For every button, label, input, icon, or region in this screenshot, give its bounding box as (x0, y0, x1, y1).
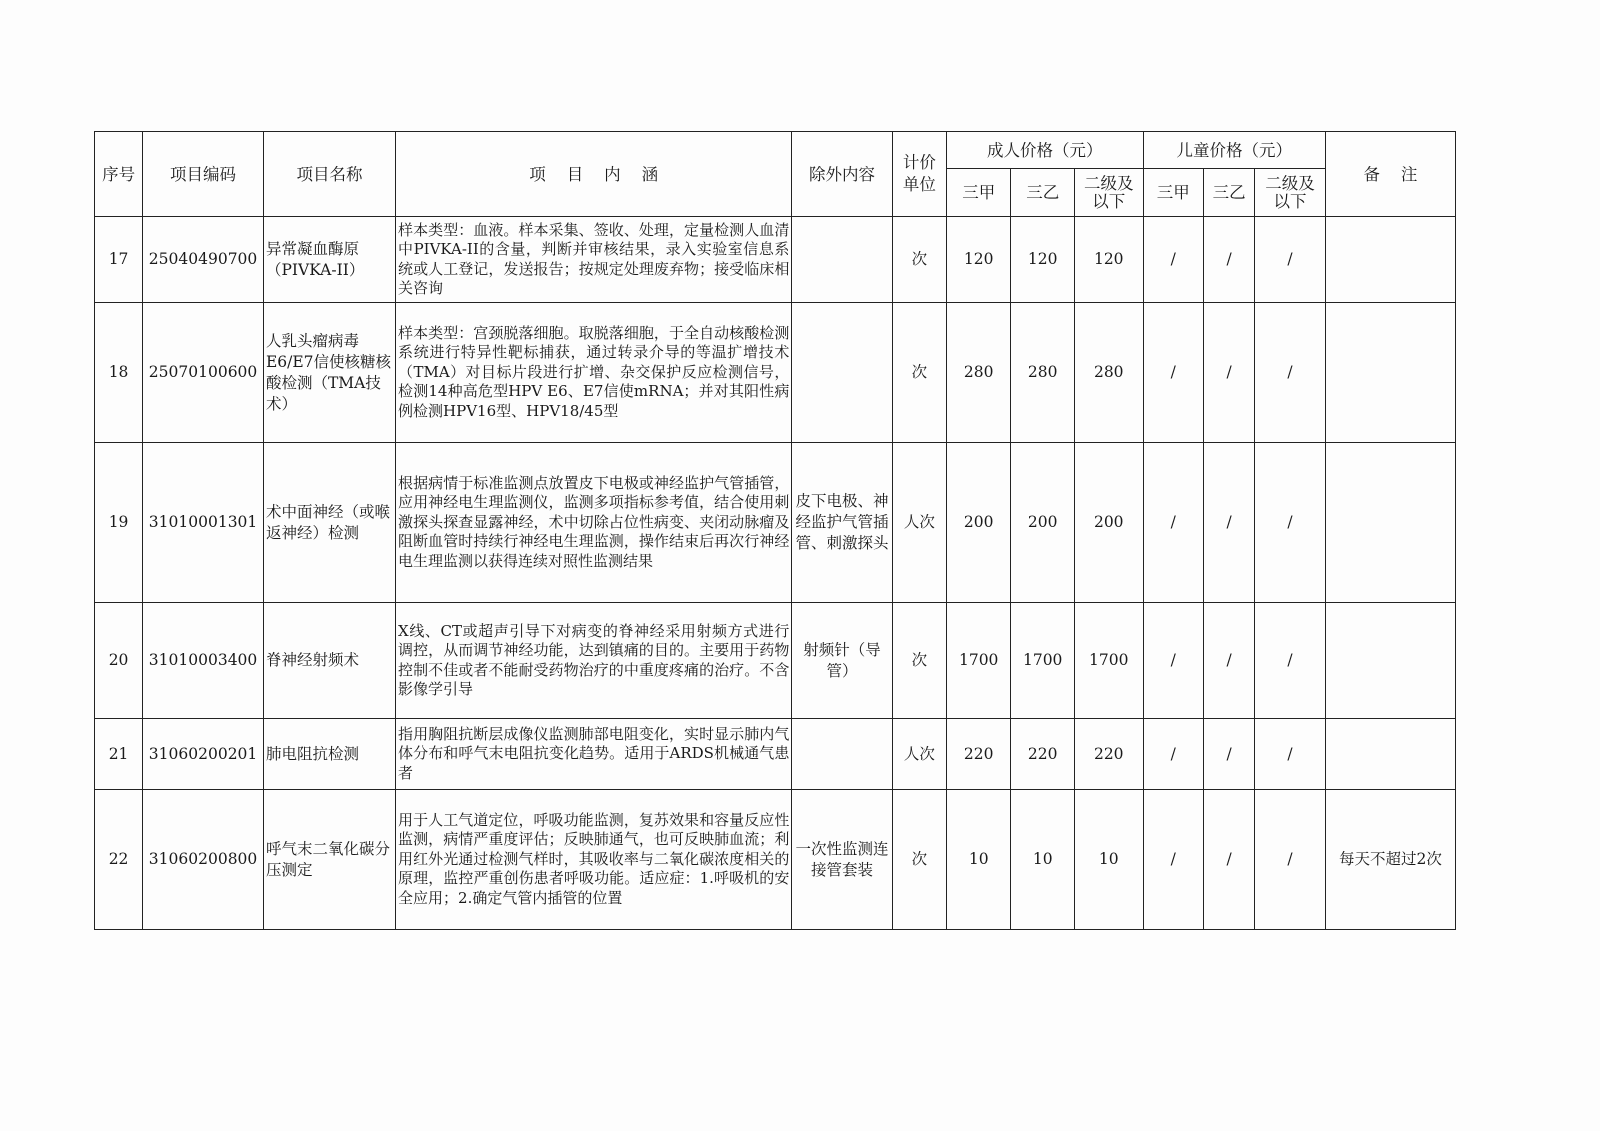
row-adult-tier2: 220 (1011, 719, 1074, 790)
row-child-tier3: / (1255, 443, 1326, 603)
row-content: 指用胸阻抗断层成像仪监测肺部电阻变化，实时显示肺内气体分布和呼气末电阻抗变化趋势。适用于ARDS机械通气患者 (396, 719, 792, 790)
row-seq: 20 (95, 603, 143, 719)
row-adult-tier3: 1700 (1074, 603, 1143, 719)
row-adult-tier3: 120 (1074, 217, 1143, 303)
row-seq: 19 (95, 443, 143, 603)
row-exclusion: 皮下电极、神经监护气管插管、刺激探头 (792, 443, 892, 603)
row-remark (1325, 303, 1455, 443)
row-unit: 人次 (892, 443, 946, 603)
row-name: 术中面神经（或喉返神经）检测 (263, 443, 395, 603)
header-seq: 序号 (95, 132, 143, 217)
row-unit: 次 (892, 303, 946, 443)
header-child-tier1: 三甲 (1143, 169, 1203, 217)
row-remark (1325, 603, 1455, 719)
row-name: 脊神经射频术 (263, 603, 395, 719)
table-row (95, 719, 1456, 790)
table-row (95, 603, 1456, 719)
row-remark (1325, 217, 1455, 303)
row-remark (1325, 443, 1455, 603)
row-adult-tier1: 1700 (946, 603, 1011, 719)
row-adult-tier2: 200 (1011, 443, 1074, 603)
header-adult-tier2: 三乙 (1011, 169, 1074, 217)
row-adult-tier1: 220 (946, 719, 1011, 790)
row-adult-tier2: 1700 (1011, 603, 1074, 719)
table-row (95, 303, 1456, 443)
row-code: 25040490700 (143, 217, 264, 303)
price-table (94, 131, 1456, 930)
row-content: 样本类型：宫颈脱落细胞。取脱落细胞，于全自动核酸检测系统进行特异性靶标捕获，通过转录介导的等温扩增技术（TMA）对目标片段进行扩增、杂交保护反应检测信号，检测14种高危型HPV E6、E7信使mRNA；并对其阳性病例检测HPV16型、HPV18/45型 (396, 303, 792, 443)
table-row (95, 217, 1456, 303)
row-exclusion (792, 719, 892, 790)
row-code: 31010003400 (143, 603, 264, 719)
row-child-tier3: / (1255, 603, 1326, 719)
row-exclusion: 射频针（导管） (792, 603, 892, 719)
row-content: 根据病情于标准监测点放置皮下电极或神经监护气管插管，应用神经电生理监测仪，监测多项指标参考值，结合使用刺激探头探查显露神经，术中切除占位性病变、夹闭动脉瘤及阻断血管时持续行神经电生理监测，操作结束后再次行神经电生理监测以获得连续对照性监测结果 (396, 443, 792, 603)
header-content: 项 目 内 涵 (396, 132, 792, 217)
row-code: 25070100600 (143, 303, 264, 443)
table-row (95, 790, 1456, 930)
row-code: 31010001301 (143, 443, 264, 603)
row-code: 31060200201 (143, 719, 264, 790)
row-child-tier1: / (1143, 303, 1203, 443)
row-unit: 人次 (892, 719, 946, 790)
row-content: 用于人工气道定位，呼吸功能监测，复苏效果和容量反应性监测，病情严重度评估；反映肺通气，也可反映肺血流；利用红外光通过检测气样时，其吸收率与二氧化碳浓度相关的原理，监控严重创伤患者呼吸功能。适应症：1.呼吸机的安全应用；2.确定气管内插管的位置 (396, 790, 792, 930)
row-adult-tier3: 10 (1074, 790, 1143, 930)
header-child-tier3: 二级及以下 (1255, 169, 1326, 217)
row-child-tier2: / (1203, 443, 1254, 603)
header-adult-price: 成人价格（元） (946, 132, 1143, 169)
row-adult-tier1: 280 (946, 303, 1011, 443)
row-seq: 22 (95, 790, 143, 930)
row-seq: 17 (95, 217, 143, 303)
row-child-tier2: / (1203, 217, 1254, 303)
row-content: 样本类型：血液。样本采集、签收、处理，定量检测人血清中PIVKA-II的含量，判断并审核结果，录入实验室信息系统或人工登记，发送报告；按规定处理废弃物；接受临床相关咨询 (396, 217, 792, 303)
row-seq: 18 (95, 303, 143, 443)
row-adult-tier2: 120 (1011, 217, 1074, 303)
row-adult-tier1: 200 (946, 443, 1011, 603)
header-adult-tier1: 三甲 (946, 169, 1011, 217)
row-child-tier3: / (1255, 719, 1326, 790)
row-child-tier3: / (1255, 303, 1326, 443)
row-child-tier1: / (1143, 790, 1203, 930)
row-child-tier2: / (1203, 719, 1254, 790)
row-child-tier1: / (1143, 443, 1203, 603)
row-child-tier1: / (1143, 719, 1203, 790)
row-unit: 次 (892, 603, 946, 719)
header-child-tier2: 三乙 (1203, 169, 1254, 217)
row-adult-tier2: 280 (1011, 303, 1074, 443)
row-name: 人乳头瘤病毒E6/E7信使核糖核酸检测（TMA技术） (263, 303, 395, 443)
header-unit: 计价单位 (892, 132, 946, 217)
row-remark: 每天不超过2次 (1325, 790, 1455, 930)
row-seq: 21 (95, 719, 143, 790)
table-row (95, 443, 1456, 603)
row-adult-tier3: 220 (1074, 719, 1143, 790)
header-code: 项目编码 (143, 132, 264, 217)
header-adult-tier3: 二级及以下 (1074, 169, 1143, 217)
row-child-tier1: / (1143, 217, 1203, 303)
row-exclusion (792, 217, 892, 303)
header-remark: 备 注 (1325, 132, 1455, 217)
header-child-price: 儿童价格（元） (1143, 132, 1325, 169)
header-exclusion: 除外内容 (792, 132, 892, 217)
row-name: 异常凝血酶原（PIVKA-II） (263, 217, 395, 303)
row-exclusion: 一次性监测连接管套装 (792, 790, 892, 930)
header-row-top (95, 132, 1456, 169)
row-child-tier3: / (1255, 790, 1326, 930)
row-adult-tier3: 200 (1074, 443, 1143, 603)
row-child-tier3: / (1255, 217, 1326, 303)
row-remark (1325, 719, 1455, 790)
row-adult-tier1: 10 (946, 790, 1011, 930)
row-unit: 次 (892, 790, 946, 930)
row-child-tier2: / (1203, 603, 1254, 719)
header-name: 项目名称 (263, 132, 395, 217)
row-adult-tier1: 120 (946, 217, 1011, 303)
row-adult-tier2: 10 (1011, 790, 1074, 930)
row-child-tier1: / (1143, 603, 1203, 719)
row-name: 肺电阻抗检测 (263, 719, 395, 790)
row-child-tier2: / (1203, 790, 1254, 930)
row-child-tier2: / (1203, 303, 1254, 443)
row-exclusion (792, 303, 892, 443)
row-content: X线、CT或超声引导下对病变的脊神经采用射频方式进行调控，从而调节神经功能，达到镇痛的目的。主要用于药物控制不佳或者不能耐受药物治疗的中重度疼痛的治疗。不含影像学引导 (396, 603, 792, 719)
row-unit: 次 (892, 217, 946, 303)
row-name: 呼气末二氧化碳分压测定 (263, 790, 395, 930)
row-adult-tier3: 280 (1074, 303, 1143, 443)
row-code: 31060200800 (143, 790, 264, 930)
